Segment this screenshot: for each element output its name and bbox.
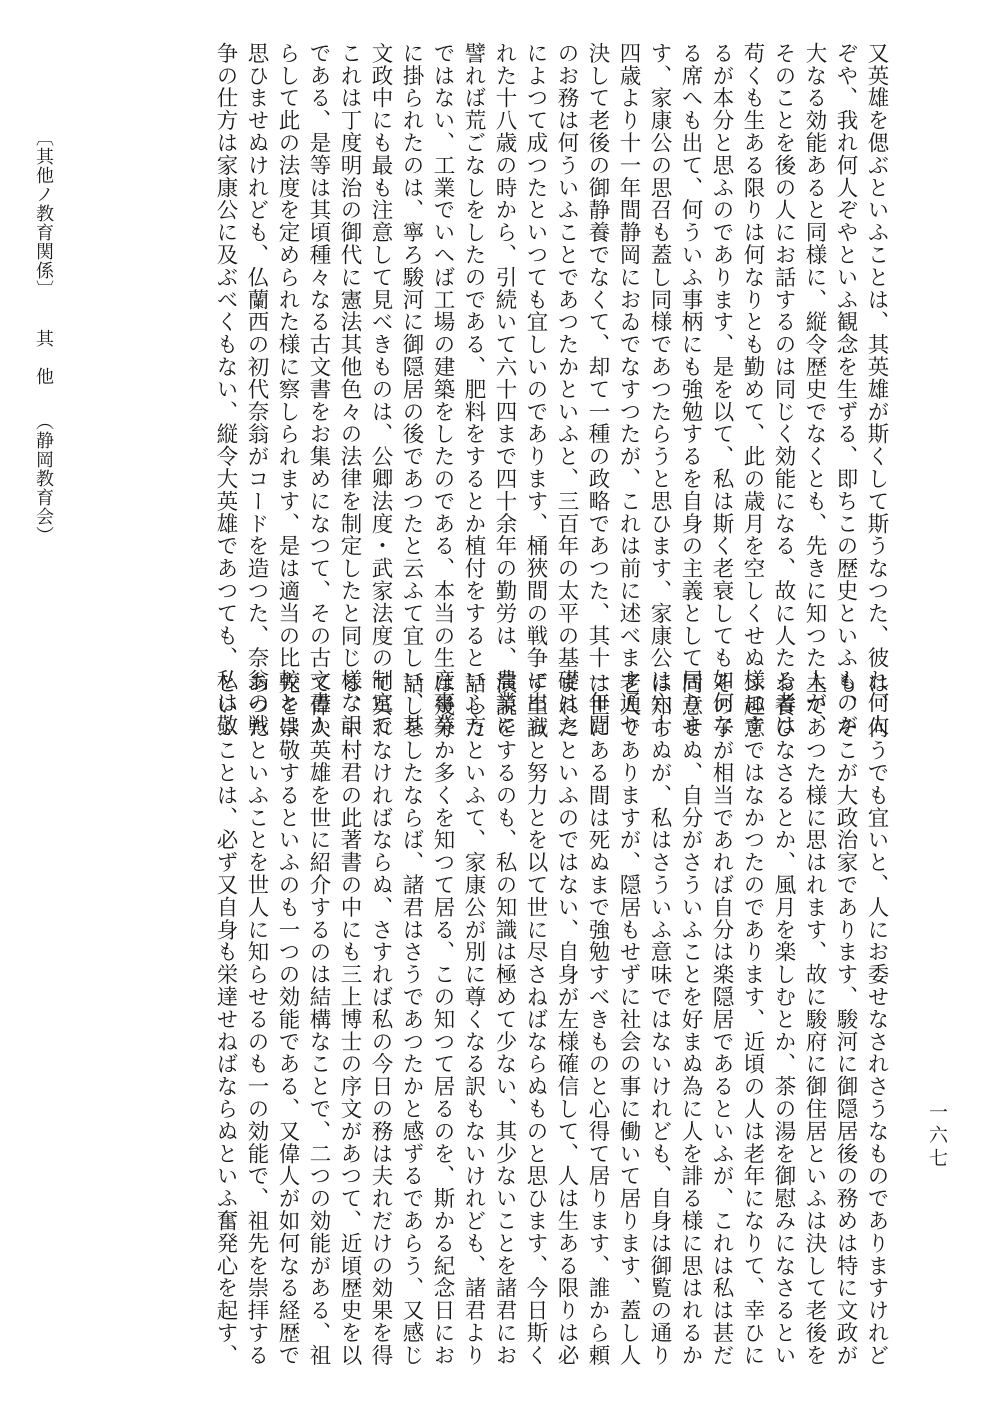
text-column: ふ趣意ではなかつたのであります、近頃の人は老年になりて、幸ひに (740, 672, 765, 1367)
text-column: は幾分か多くを知つて居る、この知つて居るのを、斯かる紀念日にお (430, 672, 455, 1367)
text-column: る、中村君の此著書の中にも三上博士の序文があつて、近頃歴史を以 (337, 672, 362, 1367)
text-column: 思ひませぬけれども、仏蘭西の初代奈翁がコードを造つた、奈翁の戦 (244, 42, 269, 737)
text-column: あつたといふことを世人に知らせるのも一の効能で、祖先を崇拝する (244, 672, 269, 1367)
text-column: 話しをしたならば、諸君はさうであつたかと感ずるであらう、又感じ (399, 672, 424, 1367)
running-head-section: 其 他 (33, 329, 54, 386)
text-column: れた十八歳の時から、引続いて六十四まで四十余年の勤労は、農業に (492, 42, 517, 737)
text-column: 先を崇敬するといふのも一つの効能である、又偉人が如何なる経歴で (275, 672, 300, 1367)
text-column: といふことは、必ず又自身も栄達せねばならぬといふ奮発心を起す、 (213, 672, 238, 1367)
text-column: のお務は何ういふことであつたかといふと、三百年の太平の基礎は之 (554, 42, 579, 737)
text-column: その子が相当であれば自分は楽隠居であるといふが、これは私は甚だ (709, 672, 734, 1367)
text-column: に掛られたのは、寧ろ駿河に御隠居の後であつたと云ふて宜しい、其 (399, 42, 424, 737)
page-number: 一六七 (926, 1102, 948, 1171)
text-column: 又英雄を偲ぶといふことは、其英雄が斯くして斯うなつた、彼れ何人 (864, 42, 889, 737)
text-column: は世にある間は死ぬまで強勉すべきものと心得て居ります、誰から頼 (585, 672, 610, 1367)
text-column: 苟くも生ある限りは何なりとも勤めて、此の歳月を空しくせぬ様にす (740, 42, 765, 737)
text-column: 大なる効能あると同様に、縦令歴史でなくとも、先きに知つた人が、 (802, 42, 827, 737)
text-column: 主であつた様に思はれます、故に駿府に御住居といふは決して老後を (802, 672, 827, 1367)
text-column: である、是等は其頃種々なる古文書をお集めになつて、その古文書か (306, 42, 331, 737)
text-column: これは丁度明治の御代に憲法其他色々の法律を制定したと同じ様な訳 (337, 42, 362, 737)
text-column: ず至誠と努力とを以て世に尽さねばならぬものと思ひます、今日斯く (523, 672, 548, 1367)
text-column: 譬れば荒ごなしをしたのである、肥料をするとか植付をするといふ方 (461, 42, 486, 737)
text-column: 決して老後の御静養でなくて、却て一種の政略であつた、其十一年間 (585, 42, 610, 737)
lower-text-block (210, 672, 892, 1367)
text-column: そのことを後の人にお話するのは同じく効能になる、故に人たる者は (771, 42, 796, 737)
text-column: ではない、工業でいへば工場の建築をしたのである、本当の生産事業 (430, 42, 455, 737)
upper-text-block (210, 42, 892, 737)
text-column: は知らぬが、私はさういふ意味ではないけれども、自身は御覧の通り (647, 672, 672, 1367)
text-column: す、家康公の思召も蓋し同様であつたらうと思ひます、家康公は六十 (647, 42, 672, 737)
text-column: 演説をするのも、私の知識は極めて少ない、其少ないことを諸君にお (492, 672, 517, 1367)
text-column: 文政中にも最も注意して見べきものは、公卿法度・武家法度の制定で (368, 42, 393, 737)
running-head-source: （静岡教育会） (33, 412, 54, 545)
text-column: によつて成つたといつても宜しいのであります、桶狹間の戦争に出ら (523, 42, 548, 737)
text-column: て偉人英雄を世に紹介するのは結構なことで、二つの効能がある、祖 (306, 672, 331, 1367)
text-column: 話したといふて、家康公が別に尊くなる訳もないけれども、諸君より (461, 672, 486, 1367)
text-column: るが本分と思ふのであります、是を以て、私は斯く老衰しても如何な (709, 42, 734, 737)
running-head (30, 128, 56, 545)
text-column: らして此の法度を定められた様に察しられます、是は適当の比較とは (275, 42, 300, 737)
text-column: 同意せぬ、自分がさういふことを好まぬ為に人を誹る様に思はれるか (678, 672, 703, 1367)
text-column: 老人でありますが、隠居もせずに社会の事に働いて居ります、蓋し人 (616, 672, 641, 1367)
text-column: まれたといふのではない、自身が左様確信して、人は生ある限りは必 (554, 672, 579, 1367)
text-column: 争の仕方は家康公に及ぶべくもない、縦令大英雄であつても、私は敬 (213, 42, 238, 737)
text-column: は、何うでも宜いと、人にお委せなされさうなものでありますけれど (864, 672, 889, 1367)
text-column: ぞや、我れ何人ぞやといふ観念を生ずる、即ちこの歴史といふものが (833, 42, 858, 737)
text-column: る席へも出て、何ういふ事柄にも強勉するを自身の主義として居りま (678, 42, 703, 737)
text-column: お養ひなさるとか、風月を楽しむとか、茶の湯を御慰みになさるとい (771, 672, 796, 1367)
text-column: も、そこが大政治家であります、駿河に御隠居後の務めは特に文政が (833, 672, 858, 1367)
text-column: 四歳より十一年間静岡におゐでなすつたが、これは前に述べます通り (616, 42, 641, 737)
running-head-category: 〔其他ノ教育関係〕 (33, 128, 54, 299)
text-column: て呉れなければならぬ、さすれば私の今日の務は夫れだけの効果を得 (368, 672, 393, 1367)
